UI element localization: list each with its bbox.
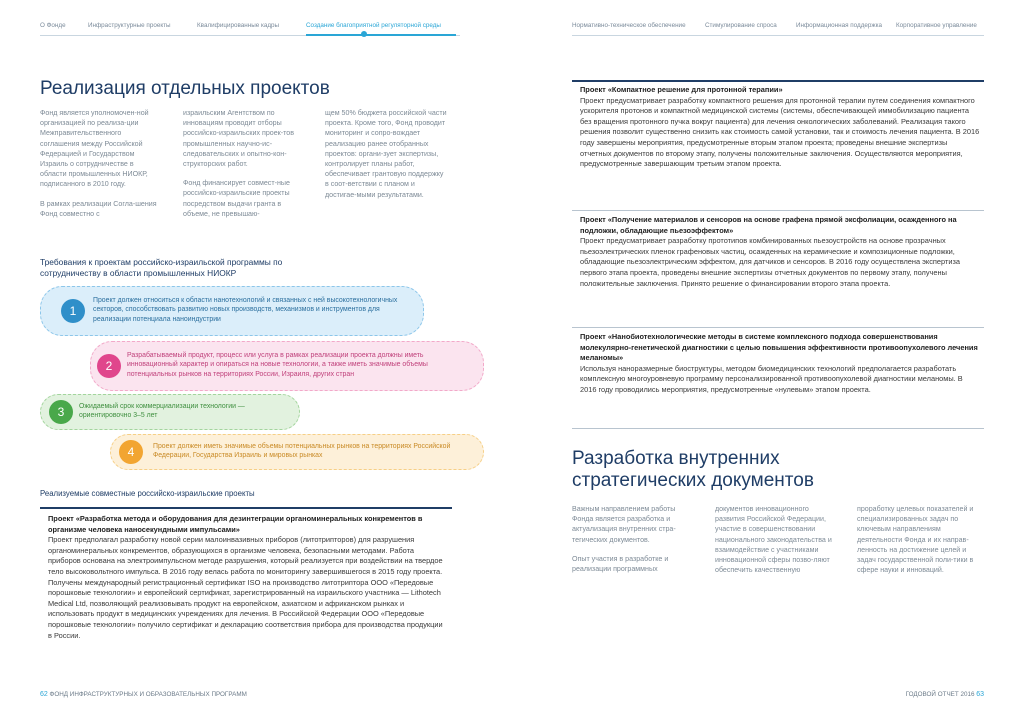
nav-item-technical[interactable]: Нормативно-техническое обеспечение — [572, 22, 686, 29]
project-title: Проект «Разработка метода и оборудования для дезинтеграции органоминеральных конкрементов в организме человека наносекундными импульсами» — [48, 514, 423, 534]
nav-active-indicator — [306, 34, 456, 36]
page-number-right: 63 — [976, 691, 984, 698]
project-separator — [572, 428, 984, 429]
nav-active-dot — [361, 31, 367, 37]
intro-col2-paragraph: израильским Агентством по инновациям проводит отборы российско-израильских проек-тов промышленных научно-ис-следовательских и опытно-кон-структорских работ. — [183, 109, 295, 169]
requirement-number-badge: 2 — [97, 354, 121, 378]
project-block-lithotripter — [48, 514, 448, 641]
project-body: Используя наноразмерные биоструктуры, методом биомедицинских технологий предполагается разработать комплексную многоуровневую программу персонализированной противоопухолевой диагностики меланомы. В 2016 году проводились мероприятия, предусмотренные «нулевым» этапом проекта. — [580, 363, 963, 394]
requirement-text: Разрабатываемый продукт, процесс или услуга в рамках реализации проекта должны иметь инновационный характер и опираться на новые технологии, а также иметь значимые объемы потенциальных рынков на территориях России, Израиля, других стран — [127, 352, 428, 378]
footer-report-name: ГОДОВОЙ ОТЧЕТ 2016 — [905, 691, 975, 698]
project-body: Проект предусматривает разработку компактного решения для протонной терапии путем соединения компактного ускорителя протонов и компактной медицинской системы (системы, обеспечивающей иммобилизацию пациента без вращения протонного пучка вокруг пациента) для лечения онкологических заболеваний. Реализация такого решения позволит существенно снизить как стоимость самой установки, так и стоимость лечения пациента. В 2016 году завершены мероприятия, предусмотренные вторым этапом проекта; проведены внешние экспертизы отчетных документов по второму этапу, получены положительные заключения. Осуществляются мероприятия, предусмотренные завершающим третьим этапом проекта. — [580, 95, 980, 169]
nav-item-regulatory[interactable]: Создание благоприятной регуляторной среды — [306, 22, 441, 29]
strategic-column-1 — [572, 504, 696, 583]
project-divider-bar — [40, 507, 452, 509]
intro-column-1 — [40, 108, 162, 228]
project-block-melanoma — [580, 332, 980, 396]
intro-col1-paragraph: В рамках реализации Согла-шения Фонд совместно с — [40, 199, 157, 218]
nav-line-right — [572, 35, 984, 36]
requirement-pill-2 — [90, 341, 484, 391]
intro-column-2 — [183, 108, 305, 228]
strategic-col1-paragraph: Важным направлением работы Фонда является разработка и актуализация внутренних стра-тегических документов. — [572, 505, 676, 544]
requirement-text: Проект должен относиться к области нанотехнологий и связанных с ней высокотехнологичных секторов, способствовать развитию новых производств, механизмов и инструментов для реализации потенциала наноиндустрии — [93, 297, 398, 323]
project-body: Проект предполагал разработку новой серии малоинвазивных приборов (литотрипторов) для разрушения органоминеральных конкрементов, образующихся в организме человека, безопасными методами. Работа приборов основана на электроимпульсном методе разрушения, который реализуется при воздействии на твердое тело высоковольтного импульса. В 2016 году велась работа по мониторингу завершившегося в 2015 году проекта. Получены международный регистрационный сертификат ISO на производство литотриптора ООО «Передовые порошковые технологии» и европейский сертификат, зарегистрированный на израильского участника — Lithotech Medical Ltd, позволяющий реализовывать продукт на европейском, азиатском и африканском рынках и использовать продукт в медицинских учреждениях для лечения. В Российской Федерации ООО «Передовые порошковые технологии» получило сертификат и декларацию соответствия прибора для производства продукции в России. — [48, 535, 443, 640]
footer-org-name: ФОНД ИНФРАСТРУКТУРНЫХ И ОБРАЗОВАТЕЛЬНЫХ ПРОГРАММ — [49, 691, 247, 698]
intro-col2-paragraph: Фонд финансирует совмест-ные российско-израильские проекты посредством выдачи гранта в объеме, не превышаю- — [183, 179, 290, 218]
nav-item-personnel[interactable]: Квалифицированные кадры — [197, 22, 280, 29]
project-title: Проект «Нанобиотехнологические методы в системе комплексного подхода совершенствования молекулярно-генетической диагностики с целью повышения эффективности противоопухолевого лечения меланомы» — [580, 332, 978, 363]
nav-item-about[interactable]: О Фонде — [40, 22, 66, 29]
nav-item-info[interactable]: Информационная поддержка — [796, 22, 882, 29]
project-divider-bar — [572, 80, 984, 82]
strategic-col1-paragraph: Опыт участия в разработке и реализации программных — [572, 554, 669, 574]
footer-left — [40, 691, 247, 698]
requirement-pill-4 — [110, 434, 484, 470]
requirement-pill-3 — [40, 394, 300, 430]
project-block-proton — [580, 85, 980, 170]
project-title: Проект «Компактное решение для протонной терапии» — [580, 85, 783, 94]
requirement-pill-1 — [40, 286, 424, 336]
intro-column-3 — [325, 108, 447, 209]
requirements-heading: Требования к проектам российско-израильской программы по сотрудничеству в области промышленных НИОКР — [40, 257, 283, 278]
strategic-col2-paragraph: документов инновационного развития Российской Федерации, участие в совершенствовании национального законодательства и взаимодействие с участниками инновационной сферы позво-ляют обеспечить качественную — [715, 505, 832, 575]
project-separator — [572, 327, 984, 328]
strategic-column-2 — [715, 504, 839, 584]
project-block-graphene — [580, 215, 980, 289]
requirement-number-badge: 4 — [119, 440, 143, 464]
project-body: Проект предусматривает разработку прототипов комбинированных пьезоустройств на основе прозрачных пьезоэлектрических пленок графеновых частиц, осажденных на керамические и композиционные подложки, обладающие пьезоэлектрическим эффектом, для датчиков и сенсоров. В 2016 году осуществлена экспертиза первого этапа проекта, проведены внешние экспертизы отчетных документов по первому этапу, получены положительные заключения. Принято решение о финансировании второго этапа проекта. — [580, 236, 960, 288]
section-title-strategic-docs: Разработка внутренних стратегических документов — [572, 448, 814, 491]
section-title-projects: Реализация отдельных проектов — [40, 78, 330, 99]
nav-item-infrastructure[interactable]: Инфраструктурные проекты — [88, 22, 171, 29]
intro-col1-paragraph: Фонд является уполномочен-ной организацией по реализа-ции Межправительственного соглашения между Российской Федерацией и Государством Израиль о сотрудничестве в области промышленных НИОКР, подписанного в 2010 году. — [40, 109, 149, 189]
strategic-column-3 — [857, 504, 985, 584]
joint-projects-heading: Реализуемые совместные российско-израильские проекты — [40, 489, 255, 498]
requirement-number-badge: 1 — [61, 299, 85, 323]
project-separator — [572, 210, 984, 211]
page-number-left: 62 — [40, 691, 48, 698]
strategic-col3-paragraph: проработку целевых показателей и специализированных задач по ключевым направлениям деятельности Фонда и их направ-ленность на достижение целей и задач государственной поли-тики в сфере науки и инноваций. — [857, 505, 974, 575]
requirement-text: Ожидаемый срок коммерциализации технологии — ориентировочно 3–5 лет — [79, 403, 245, 420]
requirement-text: Проект должен иметь значимые объемы потенциальных рынков на территориях Российской Федерации, Государства Израиль и мировых рынках — [153, 443, 451, 460]
project-title: Проект «Получение материалов и сенсоров на основе графена прямой эксфолиации, осажденного на подложки, обладающие пьезоэффектом» — [580, 215, 957, 235]
intro-col3-paragraph: щем 50% бюджета российской части проекта. Кроме того, Фонд проводит мониторинг и сопро-вождает реализацию ранее отобранных проектов: органи-зует экспертизы, контролирует планы работ, обеспечивает грантовую поддержку в соот-ветствии с планом и достигае-мыми результатами. — [325, 109, 447, 199]
footer-right — [906, 691, 984, 698]
nav-item-demand[interactable]: Стимулирование спроса — [705, 22, 777, 29]
nav-item-corporate[interactable]: Корпоративное управление — [896, 22, 977, 29]
requirement-number-badge: 3 — [49, 400, 73, 424]
